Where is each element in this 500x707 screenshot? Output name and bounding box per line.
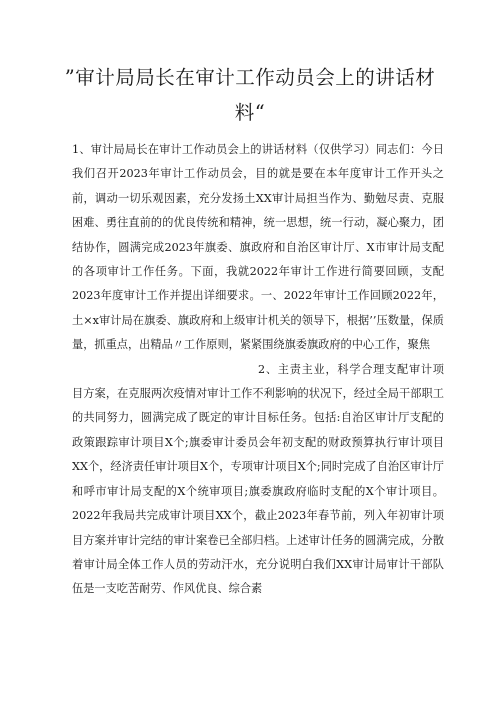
paragraph-2: 2、主责主业，科学合理支配审计项目方案，在克服两次疫情对审计工作不利影响的状况下，经过全局干部职工的共同努力，圆满完成了既定的审计目标任务。包括:自治区审计厅支配的政策跟踪审计项目X个;旗委审计委员会年初支配的财政预算执行审计项目XX个，经济责任审计项目X个，专项审计项目X个;同时完成了自治区审计厅和呼市审计局支配的X个统审项目;旗委旗政府临时支配的X个审计项目。2022年我局共完成审计项目XX个，截止2023年春节前，列入年初审计项目方案并审计完结的审计案卷已全部归档。上述审计任务的圆满完成，分散着审计局全体工作人员的劳动汗水，充分说明白我们XX审计局审计干部队伍是一支吃苦耐劳、作风优良、综合素 [72,362,444,596]
document-title-line-2: 料“ [234,101,266,124]
document-title-line-1: ”审计局局长在审计工作动员会上的讲话材 [64,66,436,89]
document-body [72,138,444,602]
paragraph-1: 1、审计局局长在审计工作动员会上的讲话材料（仅供学习）同志们：今日我们召开2023年审计工作动员会，目的就是要在本年度审计工作开头之前，调动一切乐观因素，充分发扬土XX审计局担当作为、勤勉尽责、克服困难、勇往直前的的优良传统和精神，统一思想，统一行动，凝心聚力，团结协作，圆满完成2023年旗委、旗政府和自治区审计厅、X市审计局支配的各项审计工作任务。下面，我就2022年审计工作进行简要回顾，支配2023年度审计工作并提出详细要求。一、2022年审计工作回顾2022年，土×x审计局在旗委、旗政府和上级审计机关的领导下，根据’’压数量，保质量，抓重点，出精品〃工作原则，紧紧围绕旗委旗政府的中心工作，聚焦 [72,143,444,352]
